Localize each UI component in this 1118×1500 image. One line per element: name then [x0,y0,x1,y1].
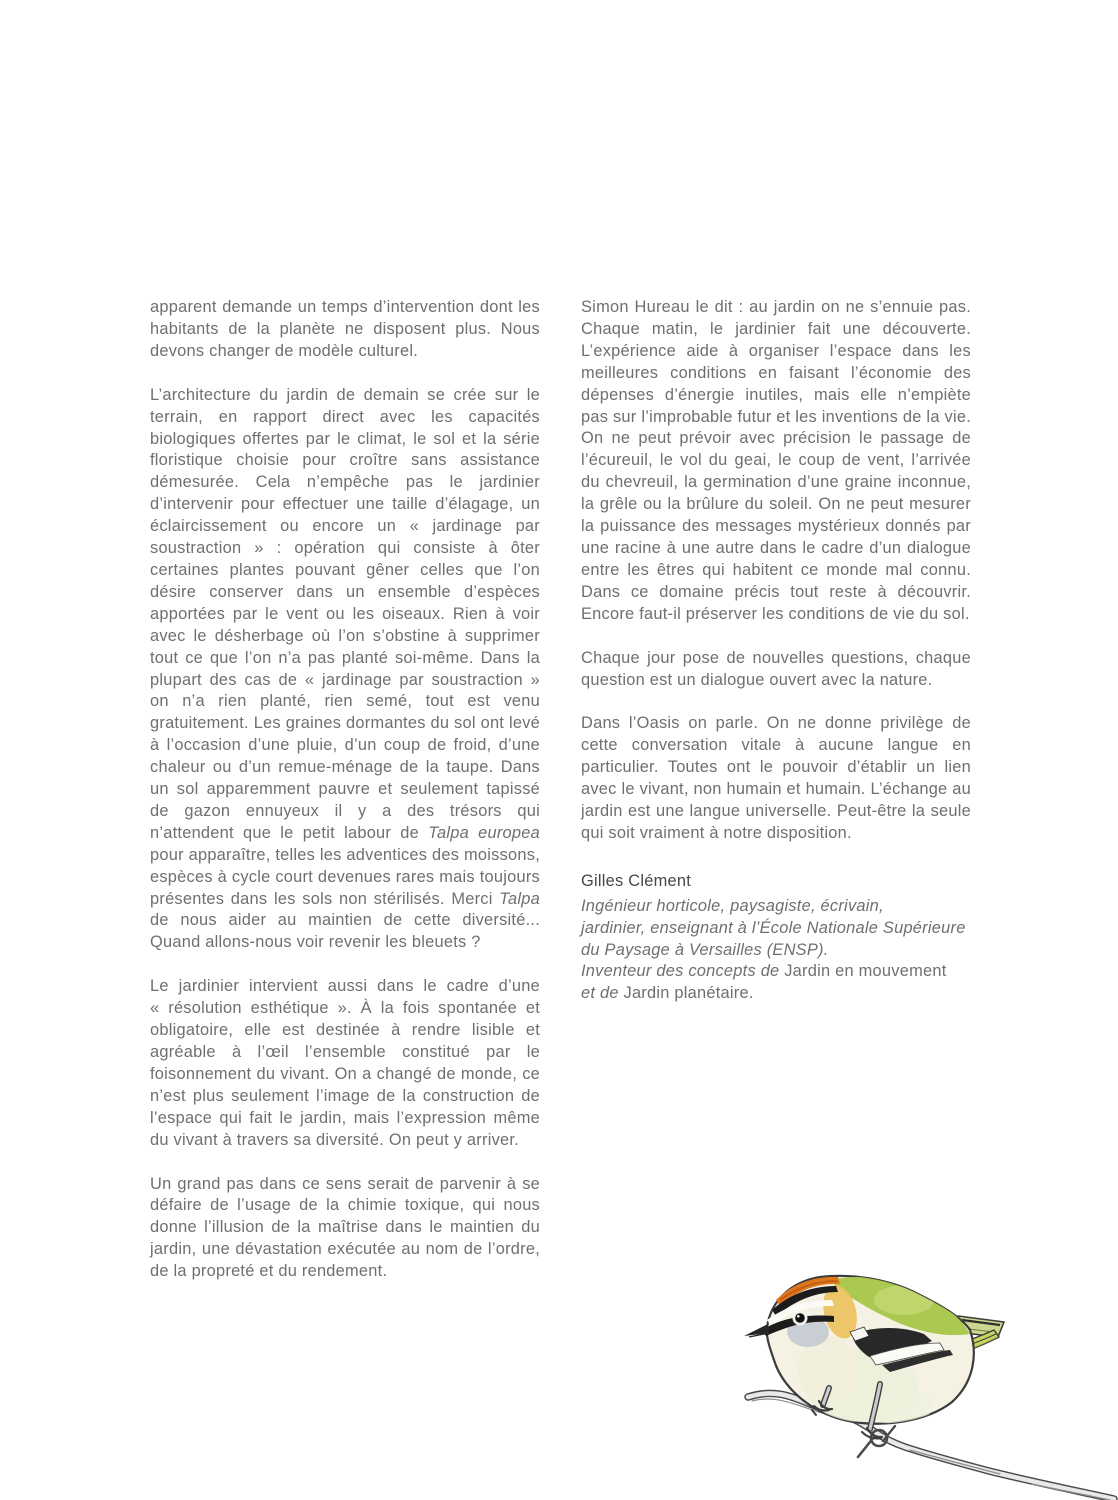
bird-eye-glint [797,1315,800,1318]
credit-line [581,961,971,983]
paragraph: apparent demande un temps d’intervention dont les habitants de la planète ne disposent plus. Nous devons changer de modèle culturel. [150,298,540,360]
credit-line: Ingénieur horticole, paysagiste, écrivain, [581,896,884,915]
paragraph-text: de nous aider au maintien de cette diversité... Quand allons-nous voir revenir les bleuets ? [150,911,540,952]
credit-italic-text: Inventeur des concepts de [581,962,785,981]
concept-name: Jardin planétaire. [623,984,754,1003]
bird-eye [795,1313,805,1323]
author-signature [581,871,971,1005]
paragraph: Chaque jour pose de nouvelles questions, chaque question est un dialogue ouvert avec la nature. [581,648,971,689]
paragraph-text: L’architecture du jardin de demain se crée sur le terrain, en rapport direct avec les capacités biologiques offertes par le climat, le sol et la série floristique choisie pour croître sans assistance démesurée. Cela n’empêche pas le jardinier d’intervenir pour effectuer une taille d’élagage, un éclaircissement ou encore un « jardinage par soustraction » : opération qui consiste à ôter certaines plantes pouvant gêner celles que l’on désire conserver dans un ensemble d’espèces apportées par le vent ou les oiseaux. Rien à voir avec le désherbage où l’on s’obstine à supprimer tout ce que l’on n’a pas planté soi-même. Dans la plupart des cas de « jardinage par soustraction » on n’a rien planté, rien semé, tout est venu gratuitement. Les graines dormantes du sol ont levé à l’occasion d’une pluie, d’un coup de froid, d’une chaleur ou d’un remue-ménage de la taupe. Dans un sol apparemment pauvre et seulement tapissé de gazon ennuyeux il y a des trésors qui n’attendent que le petit labour de [150,385,540,842]
credit-line: du Paysage à Versailles (ENSP). [581,940,829,959]
paragraph: Le jardinier intervient aussi dans le cadre d’une « résolution esthétique ». À la fois spontanée et obligatoire, elle est destinée à rendre lisible et agréable à l’œil l’ensemble constitué par le foisonnement du vivant. On a changé de monde, ce n’est plus seulement l’image de la construction de l’espace qui fait le jardin, mais l’expression même du vivant à travers sa diversité. On peut y arriver. [150,977,540,1149]
paragraph [150,385,540,955]
paragraph: Simon Hureau le dit : au jardin on ne s’ennuie pas. Chaque matin, le jardinier fait une découverte. L’expérience aide à organiser l’espace dans les meilleures conditions en faisant l’économie des dépenses d’énergie inutiles, mais elle n’empiète pas sur l’improbable futur et les inventions de la vie. On ne peut prévoir avec précision le passage de l’écureuil, le vol du geai, le coup de vent, l’arrivée du chevreuil, la germination d’une graine inconnue, la grêle ou la brûlure du soleil. On ne peut mesurer la puissance des messages mystérieux donnés par une racine à une autre dans le cadre d’un dialogue entre les êtres qui habitent ce monde mal connu. Dans ce domaine précis tout reste à découvrir. Encore faut-il préserver les conditions de vie du sol. [581,298,971,623]
species-name: Talpa europea [428,823,540,842]
paragraph: Dans l’Oasis on parle. On ne donne privilège de cette conversation vitale à aucune langue en particulier. Toutes ont le pouvoir d’établir un lien avec le vivant, non humain et humain. L’échange au jardin est une langue universelle. Peut-être la seule qui soit vraiment à notre disposition. [581,714,971,842]
paragraph: Un grand pas dans ce sens serait de parvenir à se défaire de l’usage de la chimie toxique, qui nous donne l’illusion de la maîtrise dans le maintien du jardin, une dévastation exécutée au nom de l’ordre, de la propreté et du rendement. [150,1174,540,1281]
credit-line [581,983,971,1005]
species-name: Talpa [499,889,540,908]
right-column [581,297,971,1005]
paragraph-text: pour apparaître, telles les adventices des moissons, espèces à cycle court devenues rares mais toujours présentes dans les sols non stérilisés. Merci [150,845,540,908]
concept-name: Jardin en mouvement [784,962,947,981]
left-column [150,297,540,1305]
bird-beak-icon [744,1324,769,1337]
credit-line: jardinier, enseignant à l’École Nationale Supérieure [581,918,966,937]
author-name: Gilles Clément [581,871,692,890]
firecrest-illustration [742,1270,1118,1500]
credit-italic-text: et de [581,984,624,1003]
